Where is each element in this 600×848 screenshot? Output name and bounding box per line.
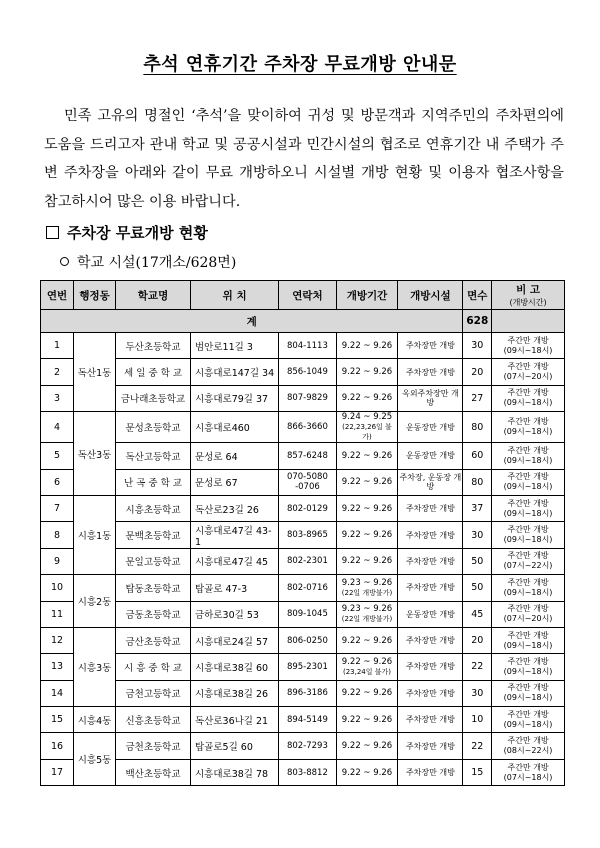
cell-period: [336, 522, 398, 548]
cell-address: 시흥대로47길 43-1: [191, 522, 279, 548]
cell-note: [492, 654, 565, 680]
table-row: [41, 548, 565, 574]
cell-dong: 독산1동: [74, 333, 116, 412]
cell-dong: 독산3동: [74, 412, 116, 496]
tel-line: 803-8965: [286, 530, 328, 541]
cell-address: 탑골로5길 60: [191, 733, 279, 759]
tel-line: 866-3660: [286, 422, 328, 433]
cell-dong: 시흥2동: [74, 575, 116, 628]
cell-tel: [279, 333, 336, 359]
cell-note: [492, 707, 565, 733]
section-heading-text: 주차장 무료개방 현황: [67, 224, 208, 242]
period-range: 9.22 ~ 9.26: [341, 688, 393, 699]
cell-school: 문성초등학교: [116, 412, 191, 443]
period-range: 9.23 ~ 9.26: [341, 577, 393, 588]
header-dong: 행정동: [74, 281, 116, 310]
cell-period: [336, 359, 398, 385]
cell-address: 범안로11길 3: [191, 333, 279, 359]
cell-note: [492, 575, 565, 601]
period-range: 9.22 ~ 9.26: [341, 741, 393, 752]
cell-dong: 시흥1동: [74, 495, 116, 574]
cell-note: [492, 548, 565, 574]
cell-address: 시흥대로24길 57: [191, 627, 279, 653]
period-range: 9.22 ~ 9.26: [341, 656, 393, 667]
cell-no: 8: [41, 522, 74, 548]
cell-facility: 주차장만 개방: [398, 522, 463, 548]
square-bullet-icon: [46, 226, 59, 239]
cell-tel: [279, 733, 336, 759]
note-line2: (09시~18시): [503, 587, 553, 597]
table-row: [41, 443, 565, 469]
period-range: 9.22 ~ 9.26: [341, 503, 393, 514]
cell-no: 7: [41, 495, 74, 521]
note-line2: (09시~18시): [503, 666, 553, 676]
cell-period: [336, 733, 398, 759]
period-range: 9.22 ~ 9.26: [341, 450, 393, 461]
period-range: 9.22 ~ 9.26: [341, 393, 393, 404]
cell-tel: [279, 759, 336, 785]
note-line1: 주간만 개방: [507, 388, 549, 398]
cell-no: 12: [41, 627, 74, 653]
cell-address: 시흥대로460: [191, 412, 279, 443]
note-line1: 주간만 개방: [507, 525, 549, 535]
period-range: 9.22 ~ 9.26: [341, 340, 393, 351]
tel-line: 807-9829: [286, 393, 328, 404]
cell-facility: 운동장만 개방: [398, 601, 463, 627]
cell-count: 30: [463, 680, 492, 706]
tel-line: 802-7293: [286, 741, 328, 752]
note-line1: 주간만 개방: [507, 656, 549, 666]
cell-period: [336, 385, 398, 411]
total-note: [492, 310, 565, 333]
note-line2: (09시~18시): [503, 719, 553, 729]
document-title: 추석 연휴기간 주차장 무료개방 안내문: [143, 54, 457, 75]
table-row: [41, 469, 565, 495]
cell-count: 30: [463, 522, 492, 548]
cell-period: [336, 495, 398, 521]
cell-note: [492, 469, 565, 495]
cell-count: 80: [463, 412, 492, 443]
note-line2: (07시~20시): [503, 372, 553, 382]
note-line1: 주간만 개방: [507, 630, 549, 640]
table-row: [41, 385, 565, 411]
table-row: [41, 654, 565, 680]
tel-line: 802-0716: [286, 582, 328, 593]
note-line1: 주간만 개방: [507, 604, 549, 614]
cell-period: [336, 707, 398, 733]
cell-school: 금천초등학교: [116, 733, 191, 759]
cell-no: 2: [41, 359, 74, 385]
note-line2: (09시~18시): [503, 345, 553, 355]
cell-period: [336, 601, 398, 627]
cell-tel: [279, 654, 336, 680]
cell-count: 45: [463, 601, 492, 627]
tel-line: 070-5080: [286, 472, 328, 483]
cell-school: 두산초등학교: [116, 333, 191, 359]
cell-count: 60: [463, 443, 492, 469]
tel-line: 802-2301: [286, 556, 328, 567]
note-line2: (09시~18시): [503, 455, 553, 465]
cell-no: 6: [41, 469, 74, 495]
cell-no: 13: [41, 654, 74, 680]
cell-note: [492, 601, 565, 627]
cell-facility: 주차장만 개방: [398, 575, 463, 601]
cell-note: [492, 359, 565, 385]
cell-dong: 시흥3동: [74, 627, 116, 706]
tel-line: 857-6248: [286, 450, 328, 461]
period-note: (22일 개방불가): [341, 615, 393, 624]
circle-bullet-icon: [60, 257, 69, 266]
header-tel: 연락처: [279, 281, 336, 310]
note-line1: 주간만 개방: [507, 362, 549, 372]
cell-tel: [279, 412, 336, 443]
cell-facility: 주차장만 개방: [398, 654, 463, 680]
cell-school: 금동초등학교: [116, 601, 191, 627]
period-range: 9.22 ~ 9.26: [341, 714, 393, 725]
header-no: 연번: [41, 281, 74, 310]
cell-school: 금산초등학교: [116, 627, 191, 653]
cell-facility: 옥외주차장만 개방: [398, 385, 463, 411]
cell-address: 독산로36나길 21: [191, 707, 279, 733]
table-row: [41, 412, 565, 443]
table-row: [41, 601, 565, 627]
cell-dong: 시흥4동: [74, 707, 116, 733]
table-row: [41, 359, 565, 385]
table-row: [41, 575, 565, 601]
cell-no: 1: [41, 333, 74, 359]
note-line1: 주간만 개방: [507, 417, 549, 427]
cell-note: [492, 333, 565, 359]
cell-school: 난 곡 중 학 교: [116, 469, 191, 495]
cell-facility: 운동장만 개방: [398, 443, 463, 469]
cell-school: 세 일 중 학 교: [116, 359, 191, 385]
period-note: (22,23,26일 불가): [342, 423, 392, 442]
cell-period: [336, 654, 398, 680]
note-line2: (09시~18시): [503, 535, 553, 545]
tel-line: 806-0250: [286, 635, 328, 646]
note-line1: 주간만 개방: [507, 498, 549, 508]
subsection-heading: [60, 252, 236, 272]
cell-note: [492, 522, 565, 548]
cell-note: [492, 627, 565, 653]
period-range: 9.22 ~ 9.26: [341, 477, 393, 488]
tel-line: 895-2301: [286, 661, 328, 672]
cell-facility: 주차장만 개방: [398, 759, 463, 785]
cell-facility: 운동장만 개방: [398, 412, 463, 443]
cell-address: 시흥대로38길 78: [191, 759, 279, 785]
cell-school: 문백초등학교: [116, 522, 191, 548]
period-note: (22일 개방불가): [341, 588, 393, 597]
cell-count: 27: [463, 385, 492, 411]
note-line1: 주간만 개방: [507, 445, 549, 455]
cell-tel: [279, 707, 336, 733]
cell-note: [492, 495, 565, 521]
cell-facility: 주차장만 개방: [398, 707, 463, 733]
table-row: [41, 495, 565, 521]
note-line1: 주간만 개방: [507, 577, 549, 587]
cell-period: [336, 333, 398, 359]
cell-address: 탑골로 47-3: [191, 575, 279, 601]
cell-note: [492, 443, 565, 469]
note-line1: 주간만 개방: [507, 472, 549, 482]
cell-count: 37: [463, 495, 492, 521]
cell-tel: [279, 385, 336, 411]
cell-note: [492, 759, 565, 785]
cell-address: 문성로 64: [191, 443, 279, 469]
cell-tel: [279, 601, 336, 627]
cell-note: [492, 412, 565, 443]
cell-school: 금천고등학교: [116, 680, 191, 706]
cell-tel: [279, 548, 336, 574]
cell-school: 문일고등학교: [116, 548, 191, 574]
cell-period: [336, 412, 398, 443]
header-note-sub: (개방시간): [509, 298, 547, 307]
cell-count: 50: [463, 575, 492, 601]
cell-period: [336, 469, 398, 495]
section-heading: [46, 222, 208, 243]
period-range: 9.22 ~ 9.26: [341, 530, 393, 541]
cell-facility: 주차장만 개방: [398, 548, 463, 574]
subsection-text: 학교 시설(17개소/628면): [77, 255, 237, 271]
tel-line: 809-1045: [286, 609, 328, 620]
note-line1: 주간만 개방: [507, 762, 549, 772]
note-line2: (08시~22시): [503, 746, 553, 756]
table-row: [41, 707, 565, 733]
cell-count: 30: [463, 333, 492, 359]
cell-school: 금나래초등학교: [116, 385, 191, 411]
table-row: [41, 733, 565, 759]
cell-school: 시흥초등학교: [116, 495, 191, 521]
cell-facility: 주차장만 개방: [398, 359, 463, 385]
note-line2: (09시~18시): [503, 508, 553, 518]
table-row: [41, 680, 565, 706]
cell-facility: 주차장만 개방: [398, 733, 463, 759]
tel-line: 856-1049: [286, 367, 328, 378]
cell-no: 17: [41, 759, 74, 785]
table-row: [41, 759, 565, 785]
note-line2: (09시~18시): [503, 398, 553, 408]
header-count: 면수: [463, 281, 492, 310]
tel-line: 804-1113: [286, 340, 328, 351]
cell-no: 10: [41, 575, 74, 601]
period-range: 9.22 ~ 9.26: [341, 556, 393, 567]
tel-line: 896-3186: [286, 688, 328, 699]
period-range: 9.24 ~ 9.25: [341, 412, 393, 423]
cell-address: 시흥대로147길 34: [191, 359, 279, 385]
cell-address: 문성로 67: [191, 469, 279, 495]
cell-facility: 주차장만 개방: [398, 495, 463, 521]
cell-no: 5: [41, 443, 74, 469]
cell-count: 22: [463, 733, 492, 759]
note-line2: (07시~18시): [503, 772, 553, 782]
table-row: [41, 333, 565, 359]
cell-count: 10: [463, 707, 492, 733]
cell-address: 시흥대로38길 60: [191, 654, 279, 680]
cell-period: [336, 548, 398, 574]
cell-address: 금하로30길 53: [191, 601, 279, 627]
parking-table: [40, 280, 565, 786]
cell-period: [336, 575, 398, 601]
cell-period: [336, 759, 398, 785]
total-row: [41, 310, 565, 333]
cell-address: 시흥대로47길 45: [191, 548, 279, 574]
note-line2: (09시~18시): [503, 482, 553, 492]
cell-tel: [279, 680, 336, 706]
cell-tel: [279, 469, 336, 495]
cell-period: [336, 627, 398, 653]
table-row: [41, 522, 565, 548]
cell-count: 20: [463, 627, 492, 653]
cell-tel: [279, 627, 336, 653]
note-line1: 주간만 개방: [507, 736, 549, 746]
period-note: (23,24일 불가): [342, 667, 391, 676]
tel-line2: -0706: [295, 482, 320, 493]
cell-count: 22: [463, 654, 492, 680]
cell-note: [492, 385, 565, 411]
cell-facility: 주차장, 운동장 개방: [398, 469, 463, 495]
note-line1: 주간만 개방: [507, 683, 549, 693]
intro-paragraph: 민족 고유의 명절인 ‘추석’을 맞이하여 귀성 및 방문객과 지역주민의 주차편의에 도움을 드리고자 관내 학교 및 공공시설과 민간시설의 협조로 연휴기간 내 주택가 주변 주차장을 아래와 같이 무료 개방하오니 시설별 개방 현황 및 이용자 협조사항을 참고하시어 많은 이용 바랍니다.: [44, 108, 564, 210]
cell-facility: 주차장만 개방: [398, 333, 463, 359]
cell-no: 4: [41, 412, 74, 443]
tel-line: 894-5149: [286, 714, 328, 725]
total-label: 계: [41, 310, 463, 333]
header-address: 위 치: [191, 281, 279, 310]
note-line1: 주간만 개방: [507, 551, 549, 561]
cell-tel: [279, 359, 336, 385]
cell-tel: [279, 443, 336, 469]
header-school: 학교명: [116, 281, 191, 310]
cell-school: 신흥초등학교: [116, 707, 191, 733]
period-range: 9.23 ~ 9.26: [341, 604, 393, 615]
cell-no: 16: [41, 733, 74, 759]
total-count: 628: [463, 310, 492, 333]
header-facility: 개방시설: [398, 281, 463, 310]
table-header-row: [41, 281, 565, 310]
cell-no: 9: [41, 548, 74, 574]
tel-line: 802-0129: [286, 503, 328, 514]
cell-school: 탑동초등학교: [116, 575, 191, 601]
cell-period: [336, 680, 398, 706]
cell-facility: 주차장만 개방: [398, 680, 463, 706]
cell-note: [492, 680, 565, 706]
cell-count: 20: [463, 359, 492, 385]
cell-tel: [279, 495, 336, 521]
header-note-title: 비 고: [516, 284, 541, 296]
cell-dong: 시흥5동: [74, 733, 116, 786]
cell-address: 독산로23길 26: [191, 495, 279, 521]
note-line2: (07시~22시): [503, 561, 553, 571]
cell-facility: 주차장만 개방: [398, 627, 463, 653]
period-range: 9.22 ~ 9.26: [341, 767, 393, 778]
cell-no: 15: [41, 707, 74, 733]
header-note: [492, 281, 565, 310]
cell-no: 3: [41, 385, 74, 411]
cell-tel: [279, 575, 336, 601]
note-line1: 주간만 개방: [507, 709, 549, 719]
note-line2: (07시~20시): [503, 614, 553, 624]
table-row: [41, 627, 565, 653]
period-range: 9.22 ~ 9.26: [341, 635, 393, 646]
cell-address: 시흥대로79길 37: [191, 385, 279, 411]
cell-school: 독산고등학교: [116, 443, 191, 469]
cell-tel: [279, 522, 336, 548]
cell-school: 시 흥 중 학 교: [116, 654, 191, 680]
tel-line: 803-8812: [286, 767, 328, 778]
period-range: 9.22 ~ 9.26: [341, 367, 393, 378]
note-line2: (09시~18시): [503, 693, 553, 703]
cell-count: 80: [463, 469, 492, 495]
note-line2: (09시~18시): [503, 640, 553, 650]
cell-address: 시흥대로38길 26: [191, 680, 279, 706]
cell-no: 11: [41, 601, 74, 627]
cell-note: [492, 733, 565, 759]
cell-period: [336, 443, 398, 469]
header-period: 개방기간: [336, 281, 398, 310]
cell-count: 50: [463, 548, 492, 574]
cell-count: 15: [463, 759, 492, 785]
note-line2: (09시~18시): [503, 427, 553, 437]
note-line1: 주간만 개방: [507, 335, 549, 345]
cell-no: 14: [41, 680, 74, 706]
cell-school: 백산초등학교: [116, 759, 191, 785]
